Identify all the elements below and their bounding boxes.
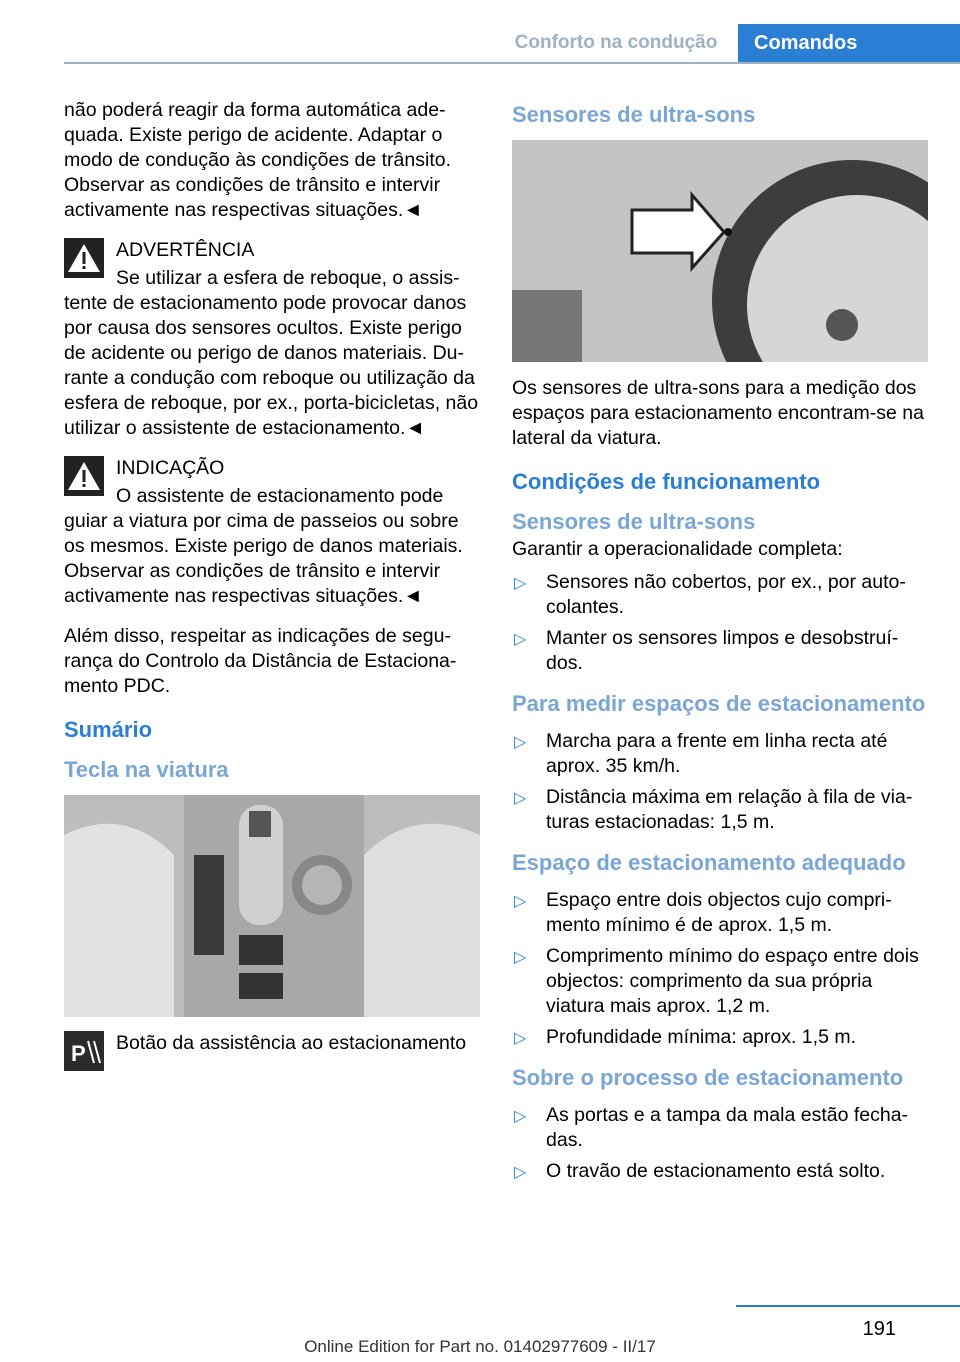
- list-item: ▷ Espaço entre dois objectos cujo compri-mento mínimo é de aprox. 1,5 m.: [514, 889, 892, 936]
- sensor-photo: [512, 140, 928, 362]
- svg-text:P: P: [71, 1041, 86, 1066]
- list-item: ▷ Marcha para a frente em linha recta até aprox. 35 km/h.: [514, 730, 888, 777]
- bullet-triangle-icon: ▷: [514, 1108, 527, 1125]
- bullet-triangle-icon: ▷: [514, 1164, 527, 1181]
- page-number: 191: [862, 1318, 896, 1340]
- header-section[interactable]: Conforto na condução: [514, 32, 718, 53]
- list-item: ▷ Comprimento mínimo do espaço entre dois objectos: comprimento da sua própria viatura mais aprox. 1,2 m.: [514, 945, 919, 1017]
- console-photo: [64, 795, 480, 1017]
- list-item: ▷ Manter os sensores limpos e desobstruí-dos.: [514, 627, 899, 674]
- header-rule: [64, 62, 960, 64]
- warning-tag: ADVERTÊNCIA: [116, 239, 255, 261]
- bullet-triangle-icon: ▷: [514, 575, 527, 592]
- heading-measure: Para medir espaços de estacionamento: [512, 691, 926, 716]
- warning-block-1: [64, 238, 484, 441]
- ensure-text: Garantir a operacionalidade completa:: [512, 538, 843, 560]
- footer-rule: [736, 1305, 960, 1307]
- list-item: ▷ Distância máxima em relação à fila de via-turas estacionadas: 1,5 m.: [514, 786, 913, 833]
- list-process: [512, 1103, 932, 1184]
- bullet-triangle-icon: ▷: [514, 949, 527, 966]
- heading-key: Tecla na viatura: [64, 757, 229, 782]
- warning-triangle-icon: [64, 238, 104, 278]
- list-measure: [512, 729, 932, 835]
- heading-sensors: Sensores de ultra-sons: [512, 102, 756, 127]
- list-item: ▷ Sensores não cobertos, por ex., por auto-colantes.: [514, 571, 906, 618]
- park-assist-icon: [64, 1031, 104, 1071]
- heading-process: Sobre o processo de estacionamento: [512, 1065, 904, 1090]
- list-item: ▷ As portas e a tampa da mala estão fecha-das.: [514, 1104, 909, 1151]
- warning-text: Se utilizar a esfera de reboque, o assis-tente de estacionamento pode provocar danos por causa dos sensores ocultos. Existe perigo de acidente ou perigo de danos materiais. Du-rante a condução com reboque ou utilização da esfera de reboque, por ex., porta-bicicletas, não utilizar o assistente de estacionamento.◄: [64, 267, 479, 439]
- intro-paragraph: não poderá reagir da forma automática ade-quada. Existe perigo de acidente. Adaptar o modo de condução às condições de trânsito. Observar as condições de trânsito e intervir activamente nas respectivas situações.◄: [64, 99, 452, 221]
- heading-sensors-2: Sensores de ultra-sons: [512, 509, 756, 534]
- button-caption: Botão da assistência ao estacionamento: [116, 1032, 467, 1054]
- heading-conditions: Condições de funcionamento: [512, 469, 821, 494]
- bullet-triangle-icon: ▷: [514, 1030, 527, 1047]
- bullet-triangle-icon: ▷: [514, 631, 527, 648]
- list-item: ▷ Profundidade mínima: aprox. 1,5 m.: [512, 1025, 932, 1050]
- header-chapter[interactable]: Comandos: [738, 24, 960, 62]
- button-caption-row: [64, 1031, 484, 1071]
- heading-space: Espaço de estacionamento adequado: [512, 850, 906, 875]
- list-sensors: [512, 570, 932, 676]
- bullet-triangle-icon: ▷: [514, 734, 527, 751]
- left-column: [64, 98, 484, 1071]
- warning-block-2: [64, 456, 484, 609]
- sensor-text: Os sensores de ultra-sons para a medição dos espaços para estacionamento encontram-se na lateral da viatura.: [512, 377, 924, 449]
- list-item: ▷ O travão de estacionamento está solto.: [512, 1159, 932, 1184]
- bullet-triangle-icon: ▷: [514, 790, 527, 807]
- list-space: [512, 888, 932, 1050]
- heading-summary: Sumário: [64, 717, 153, 742]
- right-column: [512, 98, 932, 1199]
- bullet-triangle-icon: ▷: [514, 893, 527, 910]
- notice-tag: INDICAÇÃO: [116, 457, 225, 479]
- edition-line: Online Edition for Part no. 01402977609 - II/17: [304, 1337, 656, 1356]
- warning-triangle-icon: [64, 456, 104, 496]
- pdc-paragraph: Além disso, respeitar as indicações de segu-rança do Controlo da Distância de Estaciona-mento PDC.: [64, 625, 457, 697]
- notice-text: O assistente de estacionamento pode guiar a viatura por cima de passeios ou sobre os mesmos. Existe perigo de danos materiais. Observar as condições de trânsito e intervir activamente nas respectivas situações.◄: [64, 485, 463, 607]
